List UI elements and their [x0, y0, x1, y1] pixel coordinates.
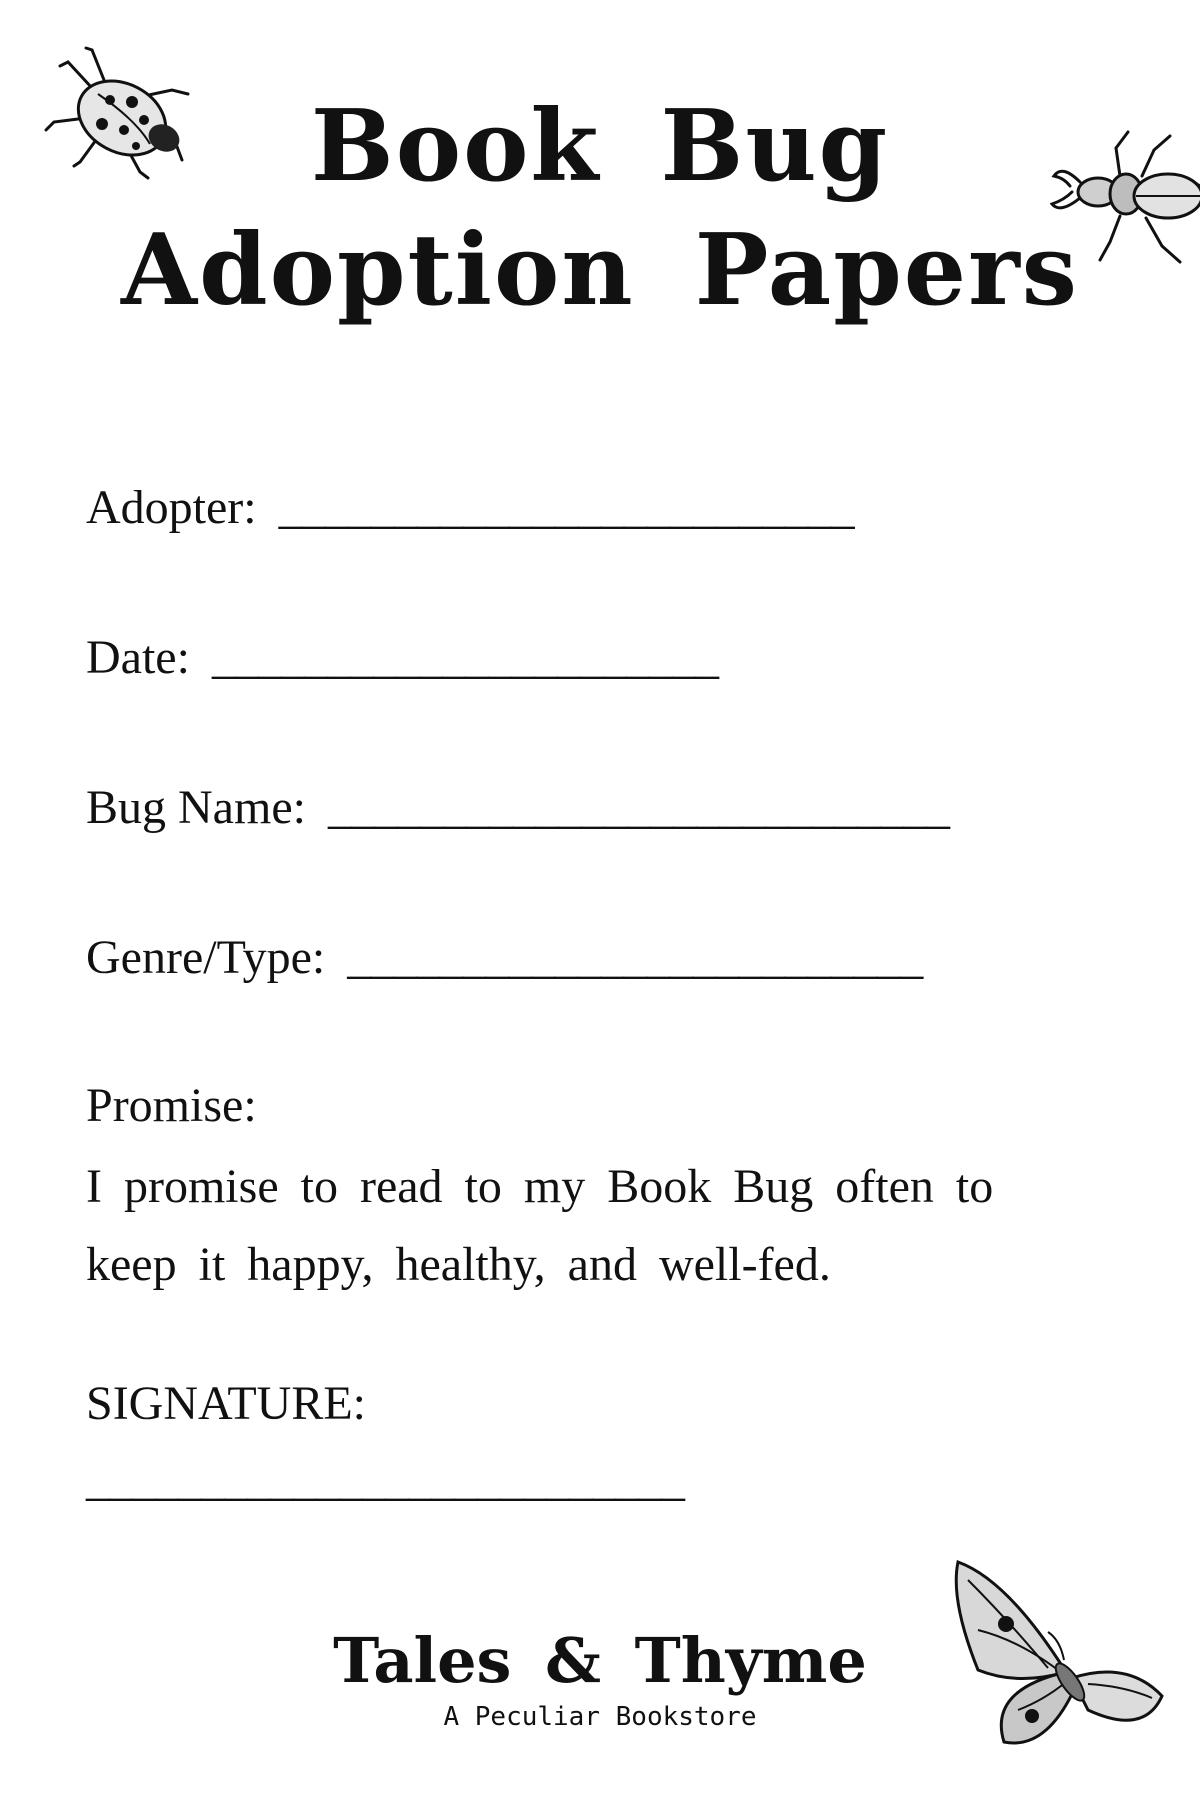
genre-blank-line: _________________________ — [347, 931, 923, 984]
signature-blank-line: __________________________ — [86, 1453, 684, 1506]
genre-label: Genre/Type: — [86, 931, 326, 984]
signature-label: SIGNATURE: — [86, 1377, 367, 1430]
store-logo-name: Tales & Thyme — [333, 1624, 867, 1697]
date-label: Date: — [86, 631, 190, 684]
date-field — [86, 631, 718, 684]
moth-icon — [948, 1560, 1168, 1760]
adopter-field — [86, 481, 854, 534]
adopter-label: Adopter: — [86, 481, 257, 534]
store-tagline: A Peculiar Bookstore — [443, 1702, 757, 1732]
promise-label: Promise: — [86, 1079, 257, 1132]
promise-text: I promise to read to my Book Bug often to keep it happy, healthy, and well-fed. — [86, 1160, 994, 1291]
page-title-line2: Adoption Papers — [121, 213, 1079, 328]
bug-name-field — [86, 781, 949, 834]
page-title-line1: Book Bug — [310, 89, 890, 204]
genre-field — [86, 931, 923, 984]
bug-name-blank-line: ___________________________ — [327, 781, 949, 834]
adopter-blank-line: _________________________ — [278, 481, 854, 534]
date-blank-line: ______________________ — [211, 631, 718, 684]
bug-name-label: Bug Name: — [86, 781, 306, 834]
